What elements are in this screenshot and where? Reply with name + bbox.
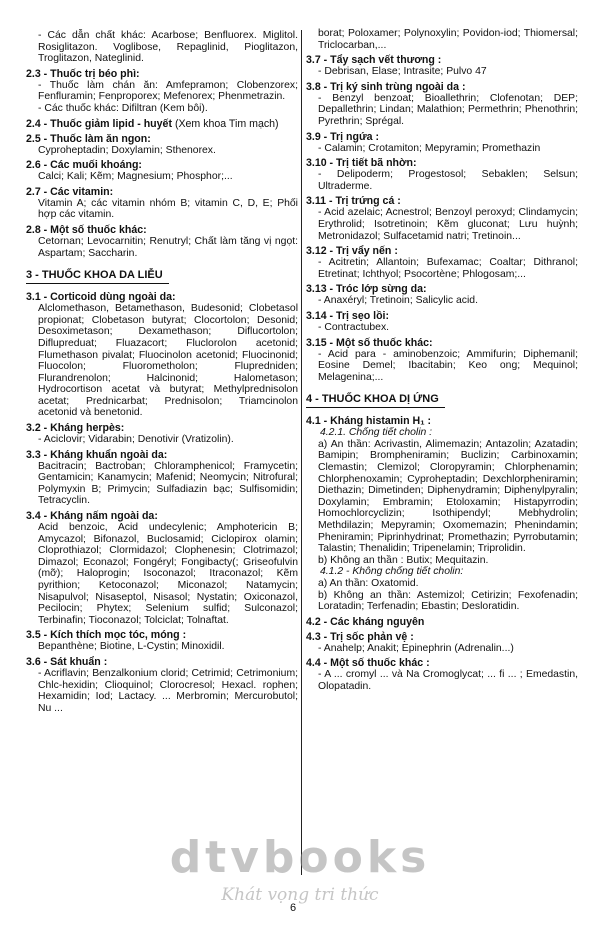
- heading-3-10: 3.10 - Trị tiết bã nhờn:: [306, 157, 417, 170]
- paragraph: - Các thuốc khác: Difiltran (Kem bôi).: [38, 102, 208, 114]
- paragraph: - Contractubex.: [318, 321, 390, 333]
- subheading: 4.1.2 - Không chống tiết cholin:: [320, 566, 464, 578]
- heading-3-6: 3.6 - Sát khuẩn :: [26, 655, 108, 668]
- heading-3-2: 3.2 - Kháng herpès:: [26, 422, 125, 435]
- paragraph: - Acriflavin; Benzalkonium clorid; Cetrimid; Cetrimonium; Chlc-hexidin; Clioquinol; Clorocresol; Hexacl. rophen; Hexamidin; Iod; Lactacy. ... Merbromin; Mercurobutol; Nu ...: [38, 667, 298, 714]
- heading-2-6: 2.6 - Các muối khoáng:: [26, 159, 142, 172]
- paragraph: - Acitretin; Allantoin; Bufexamac; Coaltar; Dithranol; Etretinat; Ichthyol; Psocortène; Phlogosam;...: [318, 257, 578, 280]
- subheading: 4.2.1. Chống tiết cholin :: [320, 427, 433, 439]
- heading-3-1: 3.1 - Corticoid dùng ngoài da:: [26, 291, 176, 304]
- heading-3-15: 3.15 - Một số thuốc khác:: [306, 336, 433, 349]
- paragraph: Bepanthène; Biotine, L-Cystin; Minoxidil.: [38, 641, 225, 653]
- heading-text: 2.4 - Thuốc giảm lipid - huyết: [26, 117, 172, 130]
- paragraph: Cetornan; Levocarnitin; Renutryl; Chất làm tăng vị ngọt: Aspartam; Saccharin.: [38, 235, 298, 259]
- heading-3-13: 3.13 - Tróc lớp sừng da:: [306, 283, 427, 296]
- heading-2-4: [26, 118, 298, 130]
- paragraph: - Anaxéryl; Tretinoin; Salicylic acid.: [318, 295, 478, 307]
- paragraph: b) Không an thần : Butix; Mequitazin.: [318, 554, 489, 566]
- paragraph: - Thuốc làm chán ăn: Amfepramon; Clobenzorex; Fenfluramin; Fenproporex; Mefenorex; Phenmetrazin.: [38, 79, 298, 103]
- paragraph: Vitamin A; các vitamin nhóm B; vitamin C, D, E; Phối hợp các vitamin.: [38, 197, 298, 221]
- heading-3-5: 3.5 - Kích thích mọc tóc, móng :: [26, 629, 187, 642]
- heading-4-3: 4.3 - Trị sốc phản vệ :: [306, 630, 414, 643]
- paragraph: Alclomethason, Betamethason, Budesonid; Clobetasol propionat; Clobetason butyrat; Clocortolon; Desonid; Desoximetason; Dexamethason; Diflucortolon; Diflupreduat; Fluazacort; Fluclorolon acetonid; Flumethason pivalat; Fluocinolon acetonid; Fluocinonid; Fluocolon; Fluorometholon; Flupredniden; Flurandrenolon; Halcinonid; Halometason; Hydrocortison acetat và butyrat; Methylprednisolon acetat; Prednicarbat; Prednisolon; Triamcinolon acetonid và benetonid.: [38, 303, 298, 419]
- page-number: 6: [290, 902, 297, 914]
- heading-4-4: 4.4 - Một số thuốc khác :: [306, 657, 430, 670]
- paragraph: borat; Poloxamer; Polynoxylin; Povidon-iod; Thiomersal; Triclocarban,...: [318, 28, 578, 51]
- section-title-3: 3 - THUỐC KHOA DA LIỄU: [26, 269, 169, 284]
- paragraph: - Calamin; Crotamiton; Mepyramin; Promethazin: [318, 142, 541, 154]
- paragraph: - Anahelp; Anakit; Epinephrin (Adrenalin...): [318, 642, 514, 654]
- paragraph: a) An thần: Acrivastin, Alimemazin; Antazolin; Azatadin; Bamipin; Brompheniramin; Buclizin; Carbinoxamin; Clemastin; Clemizol; Cloropyramin; Chlorphenamin; Chlorphenoxamin; Cyproheptadin; Dexchlorpheniramin; Diethazin; Dimetinden; Diphenydramin; Diphenylpyralin; Doxylamin; Embramin; Etoloxamin; Histapyrrodin; Homochlorcyclizin; Isothipendyl; Mebhydrolin; Methdilazin; Mepyramin; Oxomemazin; Phenindamin; Pheniramin; Piprinhydrinat; Promethazin; Pyrrobutamin; Talastin; Thenalidin; Tripenelamin; Triprolidin.: [318, 438, 578, 555]
- heading-3-11: 3.11 - Trị trứng cá :: [306, 195, 401, 208]
- heading-note: (Xem khoa Tim mạch): [174, 117, 279, 130]
- paragraph: b) Không an thần: Astemizol; Cetirizin; Fexofenadin; Loratadin; Terfenadin; Ebastin; Desloratidin.: [318, 589, 578, 613]
- watermark-tagline: Khát vọng tri thức: [221, 885, 379, 905]
- heading-4-2: 4.2 - Các kháng nguyên: [306, 615, 425, 628]
- heading-3-9: 3.9 - Trị ngứa :: [306, 130, 380, 143]
- paragraph: - Delipoderm; Progestosol; Sebaklen; Selsun; Ultraderme.: [318, 169, 578, 192]
- heading-3-8: 3.8 - Trị ký sinh trùng ngoài da :: [306, 80, 466, 93]
- watermark-brand: dtvbooks: [169, 832, 431, 883]
- heading-3-12: 3.12 - Trị vẩy nến :: [306, 245, 398, 258]
- heading-3-14: 3.14 - Trị sẹo lồi:: [306, 309, 390, 322]
- paragraph: - Acid azelaic; Acnestrol; Benzoyl peroxyd; Clindamycin; Erythrolid; Isotretinoin; Kẽm gluconat; Lưu huỳnh; Metronidazol; Sulfacetamid natri; Tretinoin...: [318, 207, 578, 242]
- left-column: [26, 30, 298, 714]
- heading-2-3: 2.3 - Thuốc trị béo phì:: [26, 67, 140, 80]
- paragraph: Acid benzoic, Acid undecylenic; Amphotericin B; Amycazol; Bifonazol, Buclosamid; Ciclopirox olamin; Cloprothiazol; Clormidazol; Clophenesin; Clotrimazol; Dimazol; Econazol; Fongéryl; Fongibacty(; Griseofulvin (mỡ); Haloprogin; Isoconazol; Itraconazol; Kẽm pyrithion; Ketoconazol; Miconazol; Natamycin; Nisapulvol; Nisaseptol, Nisasol; Nystatin; Oxiconazol, Pecilocin; Phytex; Selenium sulfid; Sulconazol; Terbinafin; Tioconazol; Tolciclat; Tolnaftat.: [38, 522, 298, 626]
- paragraph: Bacitracin; Bactroban; Chloramphenicol; Framycetin; Gentamicin; Kanamycin; Mafenid; Neomycin; Nitrofural; Polymyxin B; Primycin; Sulfadiazin bạc; Sulfisomidin; Tetracyclin.: [38, 460, 298, 507]
- heading-2-7: 2.7 - Các vitamin:: [26, 185, 114, 198]
- paragraph: - Debrisan, Elase; Intrasite; Pulvo 47: [318, 66, 487, 78]
- paragraph: - Aciclovir; Vidarabin; Denotivir (Vratizolin).: [38, 434, 234, 446]
- heading-3-4: 3.4 - Kháng nấm ngoài da:: [26, 510, 158, 523]
- paragraph: Calci; Kali; Kẽm; Magnesium; Phosphor;...: [38, 171, 233, 183]
- heading-3-3: 3.3 - Kháng khuẩn ngoài da:: [26, 448, 168, 461]
- paragraph: - A ... cromyl ... và Na Cromoglycat; ... fi ... ; Emedastin, Olopatadin.: [318, 669, 578, 692]
- paragraph: - Benzyl benzoat; Bioallethrin; Clofenotan; DEP; Depallethrin; Lindan; Malathion; Permethrin; Phenothrin; Pyrethrin; Sprégal.: [318, 92, 578, 127]
- paragraph: - Acid para - aminobenzoic; Ammifurin; Diphemanil; Eosine Demel; Ibacitabin; Keo ong; Mequinol; Melagenina;...: [318, 348, 578, 383]
- heading-2-5: 2.5 - Thuốc làm ăn ngon:: [26, 132, 151, 145]
- paragraph: - Các dẫn chất khác: Acarbose; Benfluorex. Miglitol. Rosiglitazon. Voglibose, Repaglinid, Pioglitazon, Troglitazon, Nateglinid.: [38, 30, 298, 65]
- heading-3-7: 3.7 - Tẩy sạch vết thương :: [306, 54, 442, 67]
- paragraph: Cyproheptadin; Doxylamin; Sthenorex.: [38, 144, 216, 156]
- column-divider: [301, 30, 302, 875]
- paragraph: a) An thần: Oxatomid.: [318, 578, 419, 589]
- right-column: [306, 28, 578, 693]
- section-title-4: 4 - THUỐC KHOA DỊ ỨNG: [306, 393, 445, 408]
- heading-2-8: 2.8 - Một số thuốc khác:: [26, 223, 147, 236]
- heading-4-1: 4.1 - Kháng histamin H₁ :: [306, 415, 432, 428]
